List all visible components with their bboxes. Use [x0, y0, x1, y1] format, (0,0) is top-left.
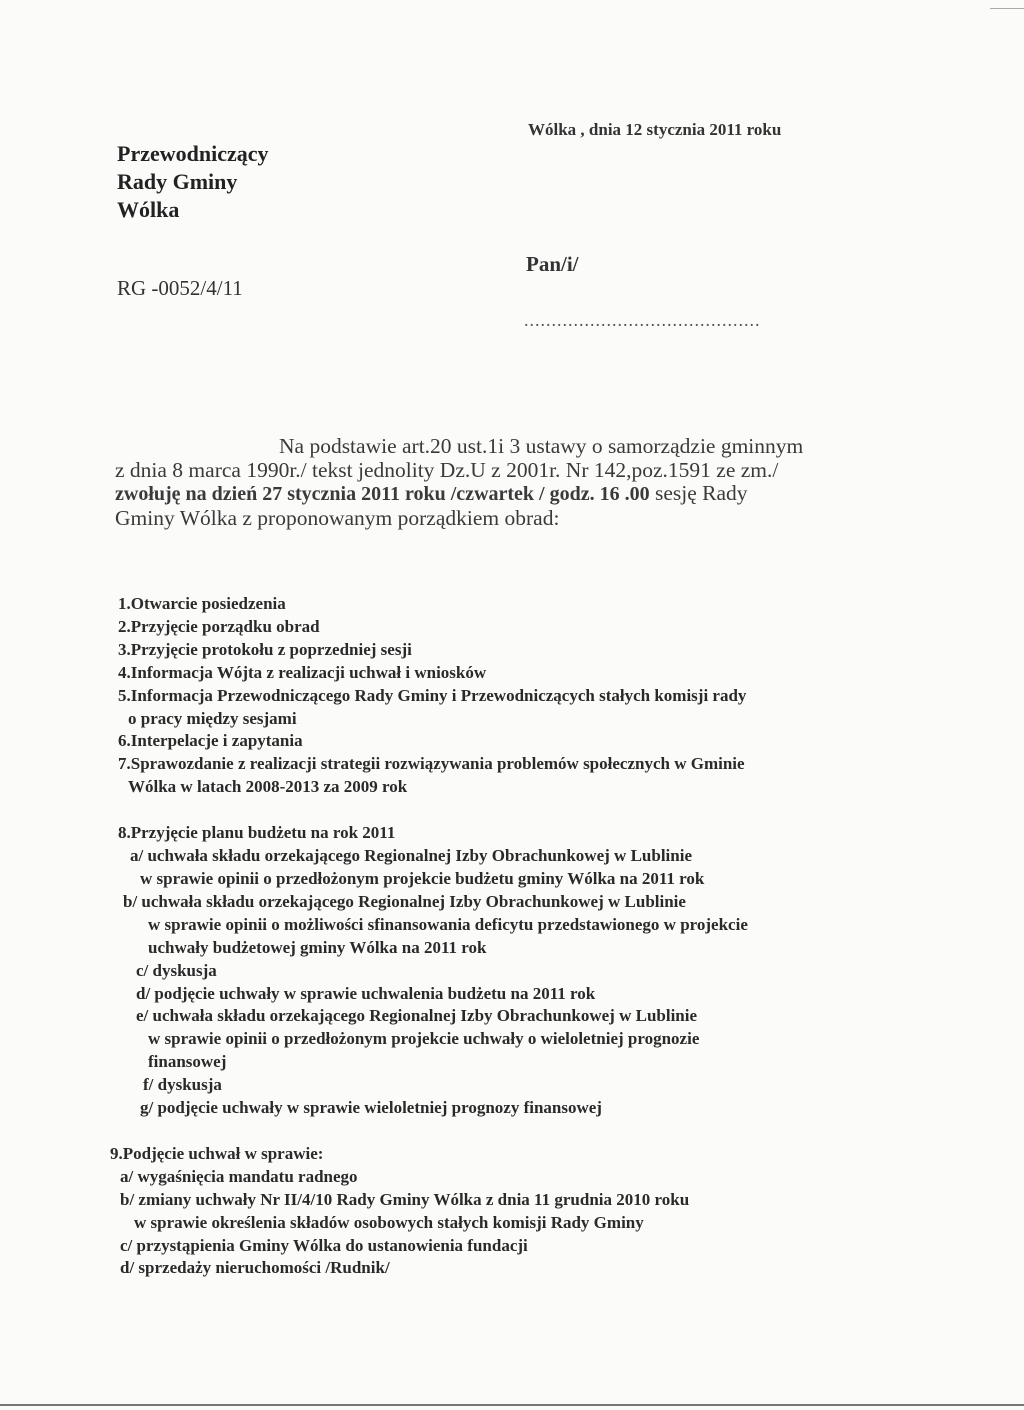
agenda-subitem: d/ podjęcie uchwały w sprawie uchwalenia budżetu na 2011 rok	[136, 983, 596, 1003]
agenda-spacer	[110, 1120, 748, 1143]
intro-line-3-rest: sesję Rady	[649, 481, 748, 505]
agenda-subitem-continuation: w sprawie określenia składów osobowych stałych komisji Rady Gminy	[134, 1212, 644, 1232]
agenda-item: 8.Przyjęcie planu budżetu na rok 2011	[118, 823, 396, 843]
convocation-date: zwołuję na dzień 27 stycznia 2011 roku /czwartek / godz. 16 .00	[115, 483, 650, 505]
addressee-label: Pan/i/	[526, 252, 579, 276]
scan-bottom-edge	[0, 1404, 1024, 1406]
sender-block	[117, 140, 269, 224]
agenda-subitem: b/ zmiany uchwały Nr II/4/10 Rady Gminy Wólka z dnia 11 grudnia 2010 roku	[120, 1189, 690, 1209]
agenda-subitem: a/ wygaśnięcia mandatu radnego	[120, 1166, 358, 1186]
agenda-item: 6.Interpelacje i zapytania	[118, 731, 303, 751]
agenda-subitem: c/ przystąpienia Gminy Wólka do ustanowienia fundacji	[120, 1235, 528, 1255]
agenda-subitem-continuation: w sprawie opinii o przedłożonym projekcie budżetu gminy Wólka na 2011 rok	[140, 868, 705, 888]
reference-number: RG -0052/4/11	[117, 276, 243, 300]
agenda-subitem: d/ sprzedaży nieruchomości /Rudnik/	[120, 1258, 390, 1278]
agenda-subitem-continuation: finansowej	[148, 1052, 227, 1072]
sender-council: Rady Gminy	[117, 169, 238, 194]
date-line: Wólka , dnia 12 stycznia 2011 roku	[528, 120, 782, 139]
agenda-item: 2.Przyjęcie porządku obrad	[118, 616, 320, 636]
agenda-subitem-continuation: w sprawie opinii o możliwości sfinansowania deficytu przedstawionego w projekcie	[148, 914, 748, 934]
intro-paragraph	[115, 435, 875, 530]
agenda-subitem-continuation: uchwały budżetowej gminy Wólka na 2011 rok	[148, 937, 487, 957]
agenda-item: 9.Podjęcie uchwał w sprawie:	[110, 1143, 324, 1163]
agenda-subitem: b/ uchwała składu orzekającego Regionalnej Izby Obrachunkowej w Lublinie	[123, 891, 686, 911]
sender-title: Przewodniczący	[117, 141, 269, 166]
agenda-subitem: e/ uchwała składu orzekającego Regionalnej Izby Obrachunkowej w Lublinie	[136, 1006, 698, 1026]
agenda-item: 3.Przyjęcie protokołu z poprzedniej sesji	[118, 639, 412, 659]
agenda-item: 1.Otwarcie posiedzenia	[118, 594, 286, 613]
agenda-item: 7.Sprawozdanie z realizacji strategii rozwiązywania problemów społecznych w Gminie	[118, 754, 745, 774]
agenda-subitem: g/ podjęcie uchwały w sprawie wieloletniej prognozy finansowej	[140, 1098, 602, 1118]
agenda-item-continuation: o pracy między sesjami	[128, 708, 297, 728]
intro-line-4: Gminy Wólka z proponowanym porządkiem obrad:	[115, 505, 560, 530]
agenda-item: 5.Informacja Przewodniczącego Rady Gminy i Przewodniczących stałych komisji rady	[118, 685, 747, 705]
intro-line-3	[115, 482, 875, 507]
scan-edge-mark	[990, 8, 1024, 9]
agenda-subitem: a/ uchwała składu orzekającego Regionalnej Izby Obrachunkowej w Lublinie	[130, 846, 692, 866]
agenda-item: 4.Informacja Wójta z realizacji uchwał i wniosków	[118, 662, 487, 682]
addressee-blank-line: ...........................................	[524, 310, 761, 330]
agenda-subitem-continuation: w sprawie opinii o przedłożonym projekcie uchwały o wieloletniej prognozie	[148, 1029, 700, 1049]
intro-line-2: z dnia 8 marca 1990r./ tekst jednolity Dz.U z 2001r. Nr 142,poz.1591 ze zm./	[115, 457, 779, 482]
agenda-spacer	[110, 799, 748, 822]
agenda-subitem: c/ dyskusja	[136, 960, 217, 980]
agenda-subitem: f/ dyskusja	[143, 1075, 222, 1095]
agenda-list	[110, 593, 748, 1280]
sender-municipality: Wólka	[117, 197, 180, 222]
intro-line-1: Na podstawie art.20 ust.1i 3 ustawy o samorządzie gminnym	[279, 434, 804, 458]
agenda-item-continuation: Wólka w latach 2008-2013 za 2009 rok	[128, 777, 408, 797]
